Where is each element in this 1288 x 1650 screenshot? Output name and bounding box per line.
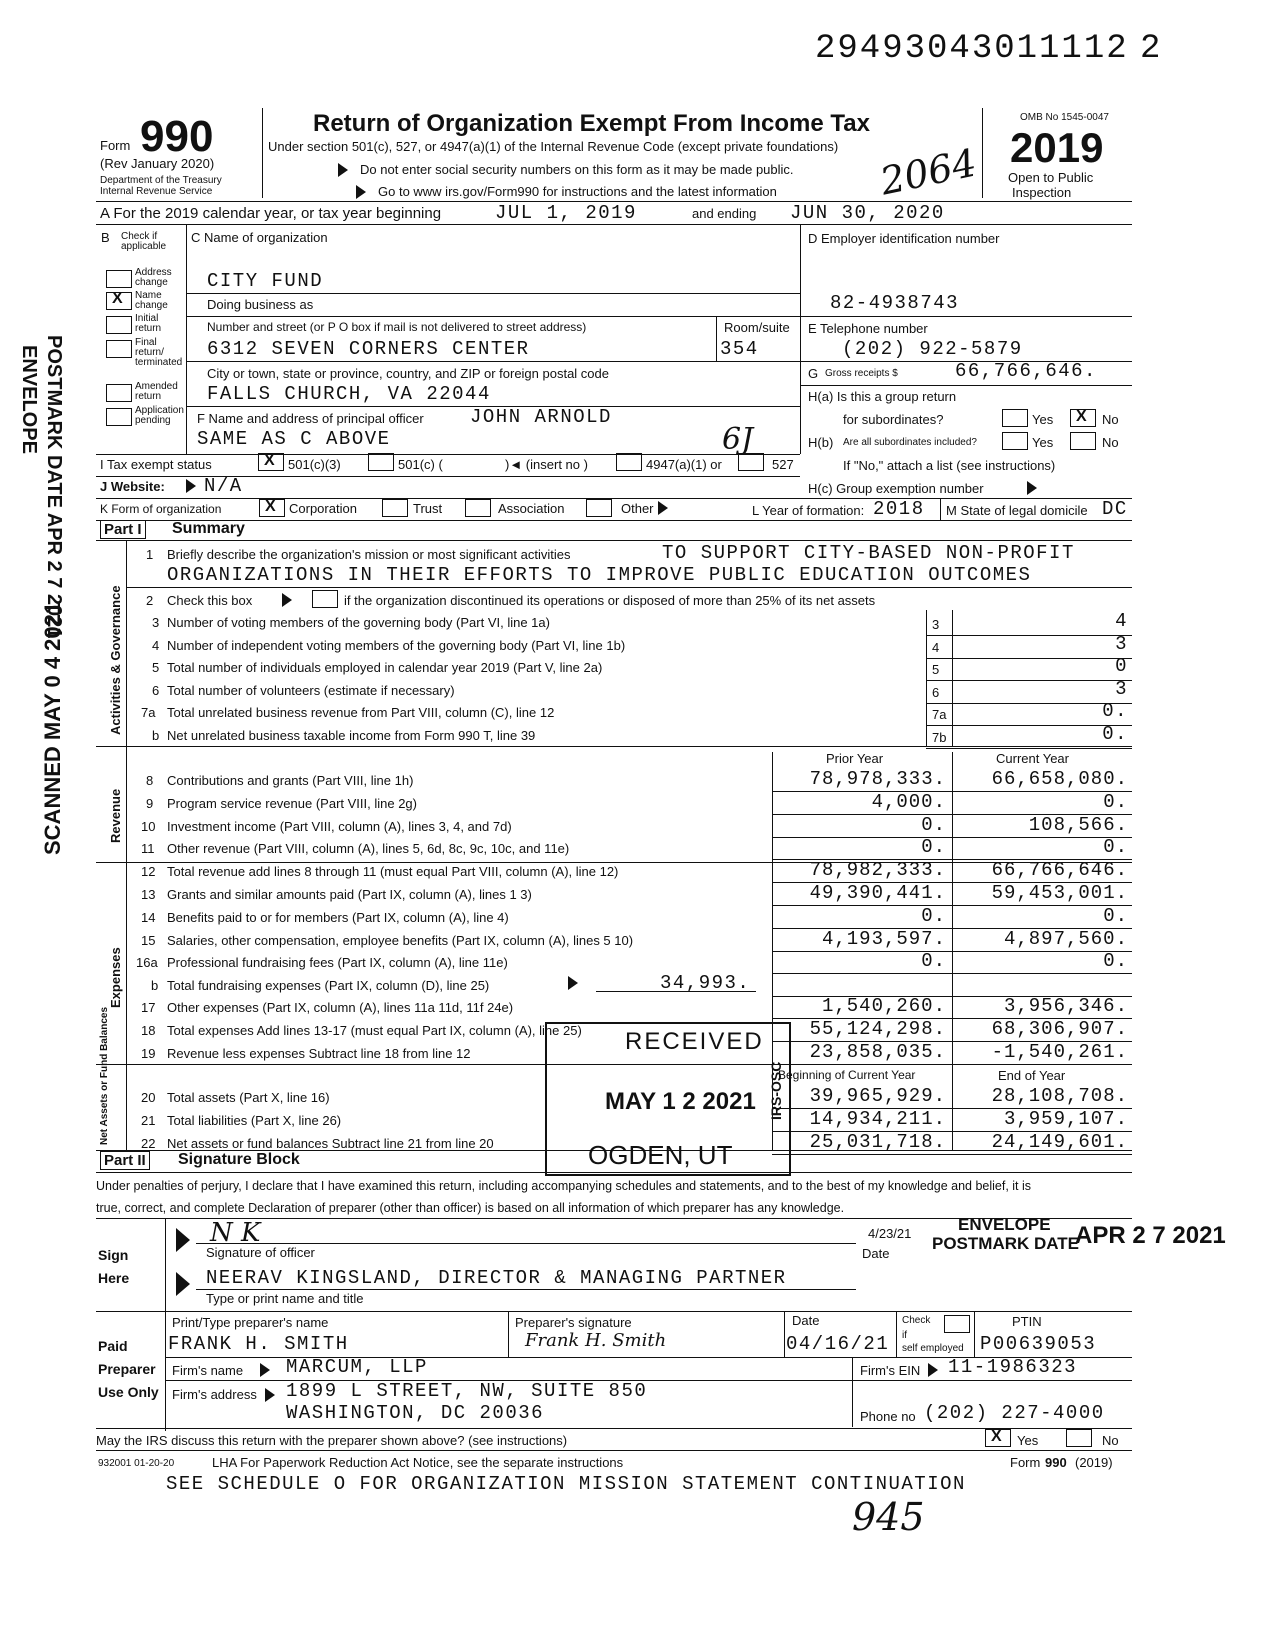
tax-year-end: JUN 30, 2020 [790,202,945,224]
city-state-zip: FALLS CHURCH, VA 22044 [207,383,491,405]
postmark-date-right: APR 2 7 2021 [1075,1222,1226,1249]
gov-line-box: 7a [932,707,947,722]
checkbox-application-pending[interactable] [106,408,132,426]
line1-text: Briefly describe the organization's mission or most significant activities [167,547,571,562]
gov-line-box: 6 [932,685,940,700]
form-label: Form [100,138,131,153]
fin-line-text: Total revenue add lines 8 through 11 (must equal Part VIII, column (A), line 12) [167,864,619,879]
room-label: Room/suite [724,320,790,335]
open-public: Open to Public [1008,170,1094,185]
arrow-icon [282,593,292,607]
fin-line-num: 20 [141,1090,156,1105]
ptin: P00639053 [980,1333,1097,1355]
hb-text: Are all subordinates included? [843,437,977,448]
final-return-label: Final return/ terminated [135,337,183,368]
checkbox-amended-return[interactable] [106,384,132,402]
line16b-amount: 34,993. [660,972,751,994]
fin-current: 28,108,708. [991,1085,1128,1107]
hb-no-label: No [1102,435,1119,450]
arrow-icon [176,1272,190,1296]
fin-prior: 1,540,260. [821,995,946,1017]
received-date: MAY 1 2 2021 [605,1088,756,1115]
firm-ein: 11-1986323 [948,1356,1078,1378]
fin-current: 68,306,907. [991,1018,1128,1040]
fin-prior: 14,934,211. [809,1108,946,1130]
begin-year-head: Beginning of Current Year [778,1068,916,1082]
year-formation-label: L Year of formation: [752,503,865,518]
arrow-icon [265,1388,275,1402]
phone-label: Phone no [860,1409,916,1424]
gov-line-text: Total number of individuals employed in calendar year 2019 (Part V, line 2a) [167,660,603,675]
telephone: (202) 922-5879 [842,338,1023,360]
firm-name: MARCUM, LLP [286,1356,428,1378]
paid-label: Paid [98,1338,128,1354]
footer-form-no: 990 [1045,1455,1067,1470]
association-label: Association [498,501,565,516]
firm-name-label: Firm's name [172,1363,244,1378]
fin-prior: 0. [921,814,946,836]
checkbox-trust[interactable] [382,499,408,517]
insert-no: )◄ (insert no ) [505,457,588,472]
if-label: if [902,1330,907,1341]
fin-line-text: Investment income (Part VIII, column (A), lines 3, 4, and 7d) [167,819,512,834]
fin-line-text: Program service revenue (Part VIII, line 2g) [167,796,417,811]
fin-line-num: 18 [141,1023,156,1038]
box-b-label: B [101,230,110,245]
part1-tag: Part I [100,520,146,539]
discuss-no-label: No [1102,1433,1119,1448]
name-title-label: Type or print name and title [206,1291,364,1306]
prep-date: 04/16/21 [786,1333,890,1355]
corporation-mark: X [265,498,276,515]
handwritten-6j: 6J [722,422,754,457]
lha-notice: LHA For Paperwork Reduction Act Notice, see the separate instructions [212,1455,624,1470]
preparer-label: Preparer [98,1361,156,1377]
tax-exempt-label: I Tax exempt status [100,457,212,472]
ptin-label: PTIN [1012,1314,1042,1329]
c-label: C Name of organization [191,230,328,245]
fin-prior: 78,978,333. [809,768,946,790]
fin-line-text: Revenue less expenses Subtract line 18 from line 12 [167,1046,471,1061]
fin-line-num: 12 [141,864,156,879]
footer-form-year: (2019) [1075,1455,1113,1470]
side-rev: Revenue [108,788,123,843]
fin-line-text: Total assets (Part X, line 16) [167,1090,330,1105]
arrow-icon [260,1363,270,1377]
mission-1: TO SUPPORT CITY-BASED NON-PROFIT [662,542,1075,564]
fin-line-text: Grants and similar amounts paid (Part IX, column (A), lines 1 3) [167,887,532,902]
discuss-text: May the IRS discuss this return with the preparer shown above? (see instructions) [96,1433,568,1448]
dln-suffix: 2 [1140,30,1162,68]
f-label: F Name and address of principal officer [197,411,424,426]
domicile-label: M State of legal domicile [946,503,1088,518]
fin-line-num: 16a [136,955,158,970]
hb-yes-label: Yes [1032,435,1054,450]
fin-current: 66,658,080. [991,768,1128,790]
arrow-icon [356,185,366,199]
application-pending-label: Application pending [135,405,184,426]
trust-label: Trust [413,501,443,516]
side-net: Net Assets or Fund Balances [99,1006,110,1145]
omb-number: OMB No 1545-0047 [1020,112,1109,123]
gov-line-value: 0. [1102,700,1128,722]
use-only-label: Use Only [98,1384,159,1400]
fin-line-text: Benefits paid to or for members (Part IX, column (A), line 4) [167,910,509,925]
firm-addr-label: Firm's address [172,1387,257,1402]
fin-line-num: 10 [141,819,156,834]
form-title: Return of Organization Exempt From Income Tax [313,110,870,137]
fin-line-num: 21 [141,1113,156,1128]
hb-label: H(b) [808,435,834,450]
4947-label: 4947(a)(1) or [646,457,722,472]
check-label: Check [902,1315,931,1326]
scanned-stamp: SCANNED MAY 0 4 2021 [40,601,65,855]
fin-line-num: 14 [141,910,156,925]
gov-line-value: 3 [1115,678,1128,700]
fin-line-text: Net assets or fund balances Subtract line 21 from line 20 [167,1136,494,1151]
amended-return-label: Amended return [135,381,178,402]
fin-line-num: 17 [141,1000,156,1015]
tax-year-begin: JUL 1, 2019 [495,202,637,224]
fin-line-num: 15 [141,933,156,948]
city-label: City or town, state or province, country, and ZIP or foreign postal code [207,366,609,381]
fin-line-text: Total expenses Add lines 13-17 (must equal Part IX, column (A), line 25) [167,1023,582,1038]
checkbox-self-employed[interactable] [944,1315,970,1333]
sign-date-label: Date [862,1246,890,1261]
sign-date: 4/23/21 [868,1226,912,1241]
irs-label: Internal Revenue Service [100,186,213,197]
form-org-label: K Form of organization [100,502,222,516]
fin-line-num: 13 [141,887,156,902]
and-ending: and ending [692,206,757,221]
fin-line-num: 19 [141,1046,156,1061]
street-address: 6312 SEVEN CORNERS CENTER [207,338,530,360]
ssn-note: Do not enter social security numbers on this form as it may be made public. [360,162,794,177]
fin-line-text: Other revenue (Part VIII, column (A), lines 5, 6d, 8c, 9c, 10c, and 11e) [167,841,570,856]
name-change-mark: X [112,290,123,307]
officer-signature: N K [210,1218,261,1248]
prep-signature: Frank H. Smith [525,1330,667,1351]
gov-line-text: Number of independent voting members of the governing body (Part VI, line 1b) [167,638,626,653]
arrow-icon [338,163,348,177]
gov-line-num: 7a [141,705,156,720]
sign-label: Sign [98,1247,129,1263]
gov-line-num: 5 [152,660,160,675]
fin-prior: 25,031,718. [809,1131,946,1153]
501c-label: 501(c) ( [398,457,443,472]
firm-addr-2: WASHINGTON, DC 20036 [286,1402,545,1424]
room-suite: 354 [720,338,759,360]
fin-current: 108,566. [1028,814,1128,836]
fin-line-num: b [151,978,159,993]
box-b-check: Check if applicable [121,231,167,252]
g-label: G [808,366,819,381]
side-exp: Expenses [108,947,123,1008]
fin-current: 0. [1103,791,1128,813]
principal-officer: JOHN ARNOLD [470,406,612,428]
mission-2: ORGANIZATIONS IN THEIR EFFORTS TO IMPROVE PUBLIC EDUCATION OUTCOMES [167,564,1032,586]
arrow-icon [1027,481,1037,495]
footer-form: Form [1010,1455,1041,1470]
fin-current: 24,149,601. [991,1131,1128,1153]
corporation-label: Corporation [289,501,357,516]
ein: 82-4938743 [830,292,960,314]
fin-prior: 0. [921,836,946,858]
501c3-mark: X [264,452,275,469]
fin-line-text: Total liabilities (Part X, line 26) [167,1113,342,1128]
part2-tag: Part II [100,1151,150,1170]
fin-current: 4,897,560. [1003,928,1128,950]
fin-current: 66,766,646. [991,859,1128,881]
year-formation: 2018 [873,498,925,520]
gov-line-value: 0. [1102,723,1128,745]
d-label: D Employer identification number [808,231,1000,246]
schedule-note: SEE SCHEDULE O FOR ORGANIZATION MISSION STATEMENT CONTINUATION [166,1473,966,1495]
penalty-text-1: Under penalties of perjury, I declare that I have examined this return, including accompanying schedules and statements, and to the best of my knowledge and belief, it is [96,1179,1032,1193]
website-value: N/A [204,475,243,497]
arrow-icon [568,976,578,990]
gov-line-text: Total number of volunteers (estimate if necessary) [167,683,455,698]
firm-ein-label: Firm's EIN [860,1363,921,1378]
officer-address: SAME AS C ABOVE [197,428,391,450]
fin-current: 59,453,001. [991,882,1128,904]
checkbox-other[interactable] [586,499,612,517]
fin-prior: 23,858,035. [809,1041,946,1063]
prep-date-label: Date [792,1313,820,1328]
gov-line-box: 7b [932,730,947,745]
fin-current: 0. [1103,836,1128,858]
initial-return-label: Initial return [135,313,162,334]
line-a-label: A For the 2019 calendar year, or tax year beginning [100,205,442,222]
fin-prior: 55,124,298. [809,1018,946,1040]
name-change-label: Name change [135,290,168,311]
website-label: J Website: [100,479,165,494]
hc-label: H(c) Group exemption number [808,481,984,496]
domicile-state: DC [1102,498,1128,520]
postmark-stamp-left: POSTMARK DATE APR 2 7 2021 [43,335,65,639]
fin-prior: 0. [921,905,946,927]
ogden-text: OGDEN, UT [588,1140,733,1170]
hb-note: If "No," attach a list (see instructions) [843,458,1056,473]
line2-num: 2 [146,593,154,608]
checkbox-501c[interactable] [368,453,394,471]
checkbox-line2[interactable] [312,590,338,608]
org-name: CITY FUND [207,270,324,292]
fin-line-text: Other expenses (Part IX, column (A), lines 11a 11d, 11f 24e) [167,1000,514,1015]
postmark-stamp-right: POSTMARK DATE [932,1234,1080,1253]
gov-line-value: 0 [1115,655,1128,677]
checkbox-association[interactable] [465,499,491,517]
dept-treasury: Department of the Treasury [100,175,222,186]
gross-receipts: 66,766,646. [955,360,1097,382]
gov-line-box: 3 [932,617,940,632]
self-employed-label: self employed [902,1343,964,1354]
footer-code: 932001 01-20-20 [98,1458,175,1469]
firm-phone: (202) 227-4000 [924,1402,1105,1424]
gov-line-text: Net unrelated business taxable income from Form 990 T, line 39 [167,728,536,743]
arrow-icon [658,501,668,515]
ha-yes-checkbox[interactable] [1002,409,1028,427]
fin-line-num: 8 [146,773,154,788]
arrow-icon [176,1228,190,1252]
fin-current: 3,956,346. [1003,995,1128,1017]
tax-year: 2019 [1010,124,1104,171]
part2-title: Signature Block [178,1151,300,1168]
ha-label: H(a) Is this a group return [808,389,957,404]
form-revision: (Rev January 2020) [100,156,215,171]
fin-current: 3,959,107. [1003,1108,1128,1130]
street-label: Number and street (or P O box if mail is not delivered to street address) [207,320,587,334]
ha-no-label: No [1102,412,1119,427]
end-year-head: End of Year [998,1068,1066,1083]
dba-label: Doing business as [207,297,314,312]
current-year-head: Current Year [996,751,1069,766]
prep-name: FRANK H. SMITH [168,1333,349,1355]
gov-line-value: 3 [1115,633,1128,655]
fin-line-text: Professional fundraising fees (Part IX, column (A), line 11e) [167,955,508,970]
inspection: Inspection [1012,185,1072,200]
line2-text1: Check this box [167,593,253,608]
fin-line-text: Salaries, other compensation, employee benefits (Part IX, column (A), lines 5 10) [167,933,634,948]
gov-line-box: 5 [932,662,940,677]
part1-title: Summary [172,520,245,537]
discuss-yes-label: Yes [1017,1433,1039,1448]
irs-osc-stamp: IRS-OSC [768,1061,784,1120]
gov-line-text: Number of voting members of the governing body (Part VI, line 1a) [167,615,550,630]
firm-addr-1: 1899 L STREET, NW, SUITE 850 [286,1380,648,1402]
form-number: 990 [140,112,214,161]
fin-prior: 4,000. [871,791,946,813]
fin-current: -1,540,261. [991,1041,1128,1063]
here-label: Here [98,1270,130,1286]
arrow-icon [186,479,196,493]
checkbox-final-return[interactable] [106,340,132,358]
gov-line-num: 4 [152,638,160,653]
fin-prior: 49,390,441. [809,882,946,904]
penalty-text-2: true, correct, and complete Declaration of preparer (other than officer) is based on all information of which preparer has any knowledge. [96,1201,845,1215]
gov-line-box: 4 [932,640,940,655]
discuss-yes-mark: X [991,1428,1002,1445]
received-text: RECEIVED [625,1028,764,1055]
fin-line-text: Contributions and grants (Part VIII, line 1h) [167,773,414,788]
fin-line-num: 9 [146,796,154,811]
handwritten-mark: 2064 [876,140,981,204]
prep-name-label: Print/Type preparer's name [172,1315,329,1330]
checkbox-initial-return[interactable] [106,316,132,334]
gov-line-value: 4 [1115,610,1128,632]
form-subtitle: Under section 501(c), 527, or 4947(a)(1) of the Internal Revenue Code (except private foundations) [268,139,839,154]
envelope-stamp-left: ENVELOPE [18,345,40,454]
501c3-label: 501(c)(3) [288,457,341,472]
arrow-icon [928,1363,938,1377]
fin-prior: 0. [921,950,946,972]
fin-current: 0. [1103,905,1128,927]
dln-number: 29493043011112 [815,30,1129,68]
fin-line-num: 22 [141,1136,156,1151]
gov-line-num: 6 [152,683,160,698]
other-label: Other [621,501,654,516]
fin-line-text: Total fundraising expenses (Part IX, column (D), line 25) [167,978,490,993]
fin-prior: 78,982,333. [809,859,946,881]
website-note: Go to www irs.gov/Form990 for instructions and the latest information [378,184,777,199]
fin-line-num: 11 [141,841,155,856]
address-change-label: Address change [135,267,172,288]
ha-label-2: for subordinates? [843,412,944,427]
fin-prior: 39,965,929. [809,1085,946,1107]
ha-yes-label: Yes [1032,412,1054,427]
line1-num: 1 [146,547,154,562]
hb-yes-checkbox[interactable] [1002,432,1028,450]
discuss-no-checkbox[interactable] [1066,1429,1092,1447]
gross-receipts-label: Gross receipts $ [825,368,898,379]
fin-prior: 4,193,597. [821,928,946,950]
checkbox-address-change[interactable] [106,270,132,288]
officer-name-title: NEERAV KINGSLAND, DIRECTOR & MANAGING PARTNER [206,1267,787,1289]
sig-officer-label: Signature of officer [206,1245,315,1260]
handwritten-945: 945 [852,1495,925,1539]
gov-line-text: Total unrelated business revenue from Part VIII, column (C), line 12 [167,705,555,720]
gov-line-num: b [152,728,160,743]
527-label: 527 [772,457,794,472]
line2-text2: if the organization discontinued its operations or disposed of more than 25% of its net assets [344,593,876,608]
side-gov: Activities & Governance [108,585,123,735]
gov-line-num: 3 [152,615,160,630]
envelope-stamp-right: ENVELOPE [958,1215,1051,1234]
prior-year-head: Prior Year [826,751,884,766]
checkbox-4947[interactable] [616,453,642,471]
hb-no-checkbox[interactable] [1070,432,1096,450]
e-label: E Telephone number [808,321,928,336]
prep-sig-label: Preparer's signature [515,1315,632,1330]
ha-no-mark: X [1076,408,1087,425]
fin-current: 0. [1103,950,1128,972]
